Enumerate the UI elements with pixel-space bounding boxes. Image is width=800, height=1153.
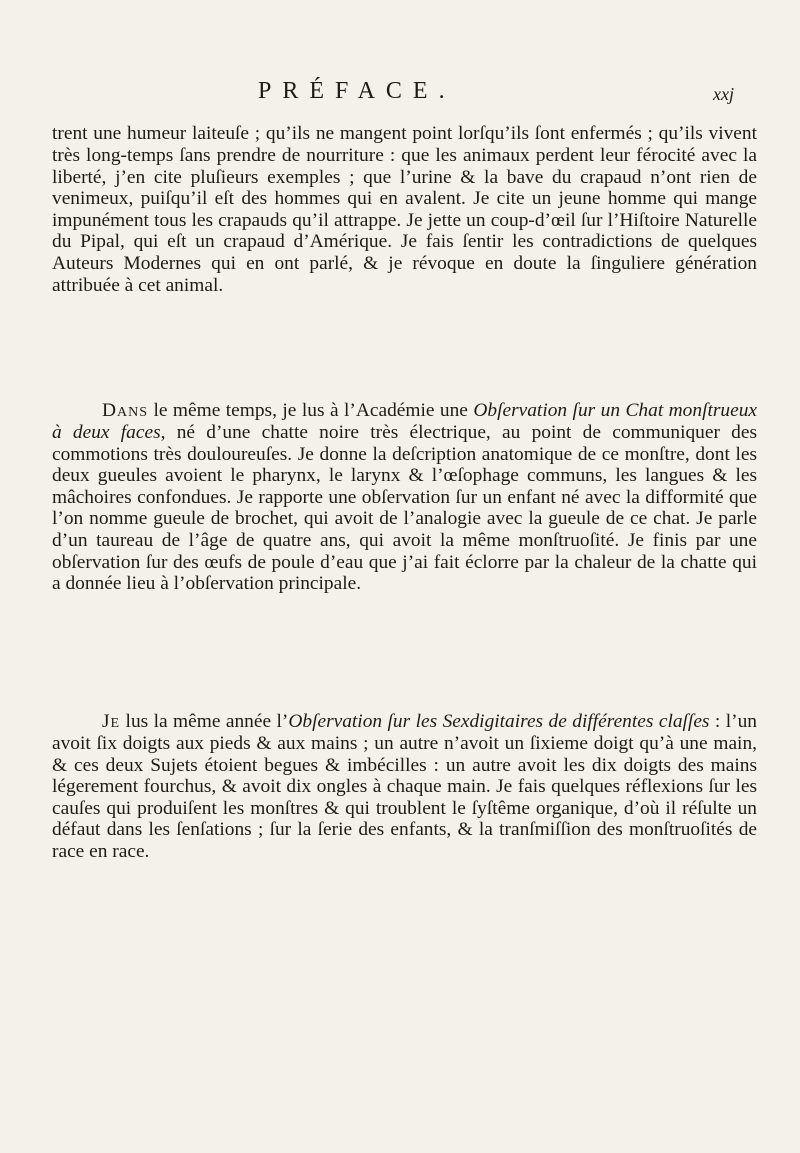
paragraph-3-title: Obſervation ſur les Sexdigitaires de différentes claſſes: [288, 711, 710, 733]
page-number: xxj: [713, 84, 734, 104]
paragraph-1: [52, 123, 757, 296]
running-title: PRÉFACE.: [258, 78, 456, 104]
paragraph-2: [52, 400, 757, 594]
paragraph-2-lead: Dans: [102, 400, 149, 422]
paragraph-3-text-before: lus la même année l’: [120, 711, 289, 733]
paragraph-3-text-after: : l’un avoit ſix doigts aux pieds & aux mains ; un autre n’avoit un ſixieme doigt qu’à une main, & ces deux Sujets étoient begues & imbécilles : un autre avoit les dix doigts des mains légerement fourchus, & avoit dix ongles à chaque main. Je fais quelques réflexions ſur les cauſes qui produiſent les monſtres & qui troublent le ſyſtême organique, d’où il réſulte un défaut dans les ſenſations ; ſur la ſerie des enfants, & la tranſmiſſion des monſtruoſités de race en race.: [52, 711, 757, 862]
paragraph-2-text-before: le même temps, je lus à l’Académie une: [148, 400, 474, 422]
paragraph-2-text-after: , né d’une chatte noire très électrique, au point de communiquer des commotions très douloureuſes. Je donne la deſcription anatomique de ce monſtre, dont les deux gueules avoient le pharynx, le larynx & l’œſophage communs, les langues & les mâchoires confondues. Je rapporte une obſervation ſur un enfant né avec la difformité que l’on nomme gueule de brochet, qui avoit de l’analogie avec la gueule de ce chat. Je parle d’un taureau de l’âge de quatre ans, qui avoit la même monſtruoſité. Je finis par une obſervation ſur des œufs de poule d’eau que j’ai fait éclorre par la chaleur de la chatte qui a donnée lieu à l’obſervation principale.: [52, 421, 757, 595]
paragraph-3-lead: Je: [102, 711, 121, 733]
paragraph-1-text: trent une humeur laiteuſe ; qu’ils ne mangent point lorſqu’ils ſont enfermés ; qu’ils vivent très long-temps ſans prendre de nourriture : que les animaux perdent leur férocité avec la liberté, j’en cite pluſieurs exemples ; que l’urine & la bave du crapaud n’ont rien de venimeux, puiſqu’il eſt des hommes qui en avalent. Je cite un jeune homme qui mange impunément tous les crapauds qu’il attrappe. Je jette un coup-d’œil ſur l’Hiſtoire Naturelle du Pipal, qui eſt un crapaud d’Amérique. Je fais ſentir les contradictions de quelques Auteurs Modernes qui en ont parlé, & je révoque en doute la ſinguliere génération attribuée à cet animal.: [52, 123, 757, 296]
page-header: [258, 78, 770, 108]
paragraph-2-title: Obſervation ſur un Chat monſtrueux à deux faces: [52, 400, 757, 443]
paragraph-3: [52, 711, 757, 862]
